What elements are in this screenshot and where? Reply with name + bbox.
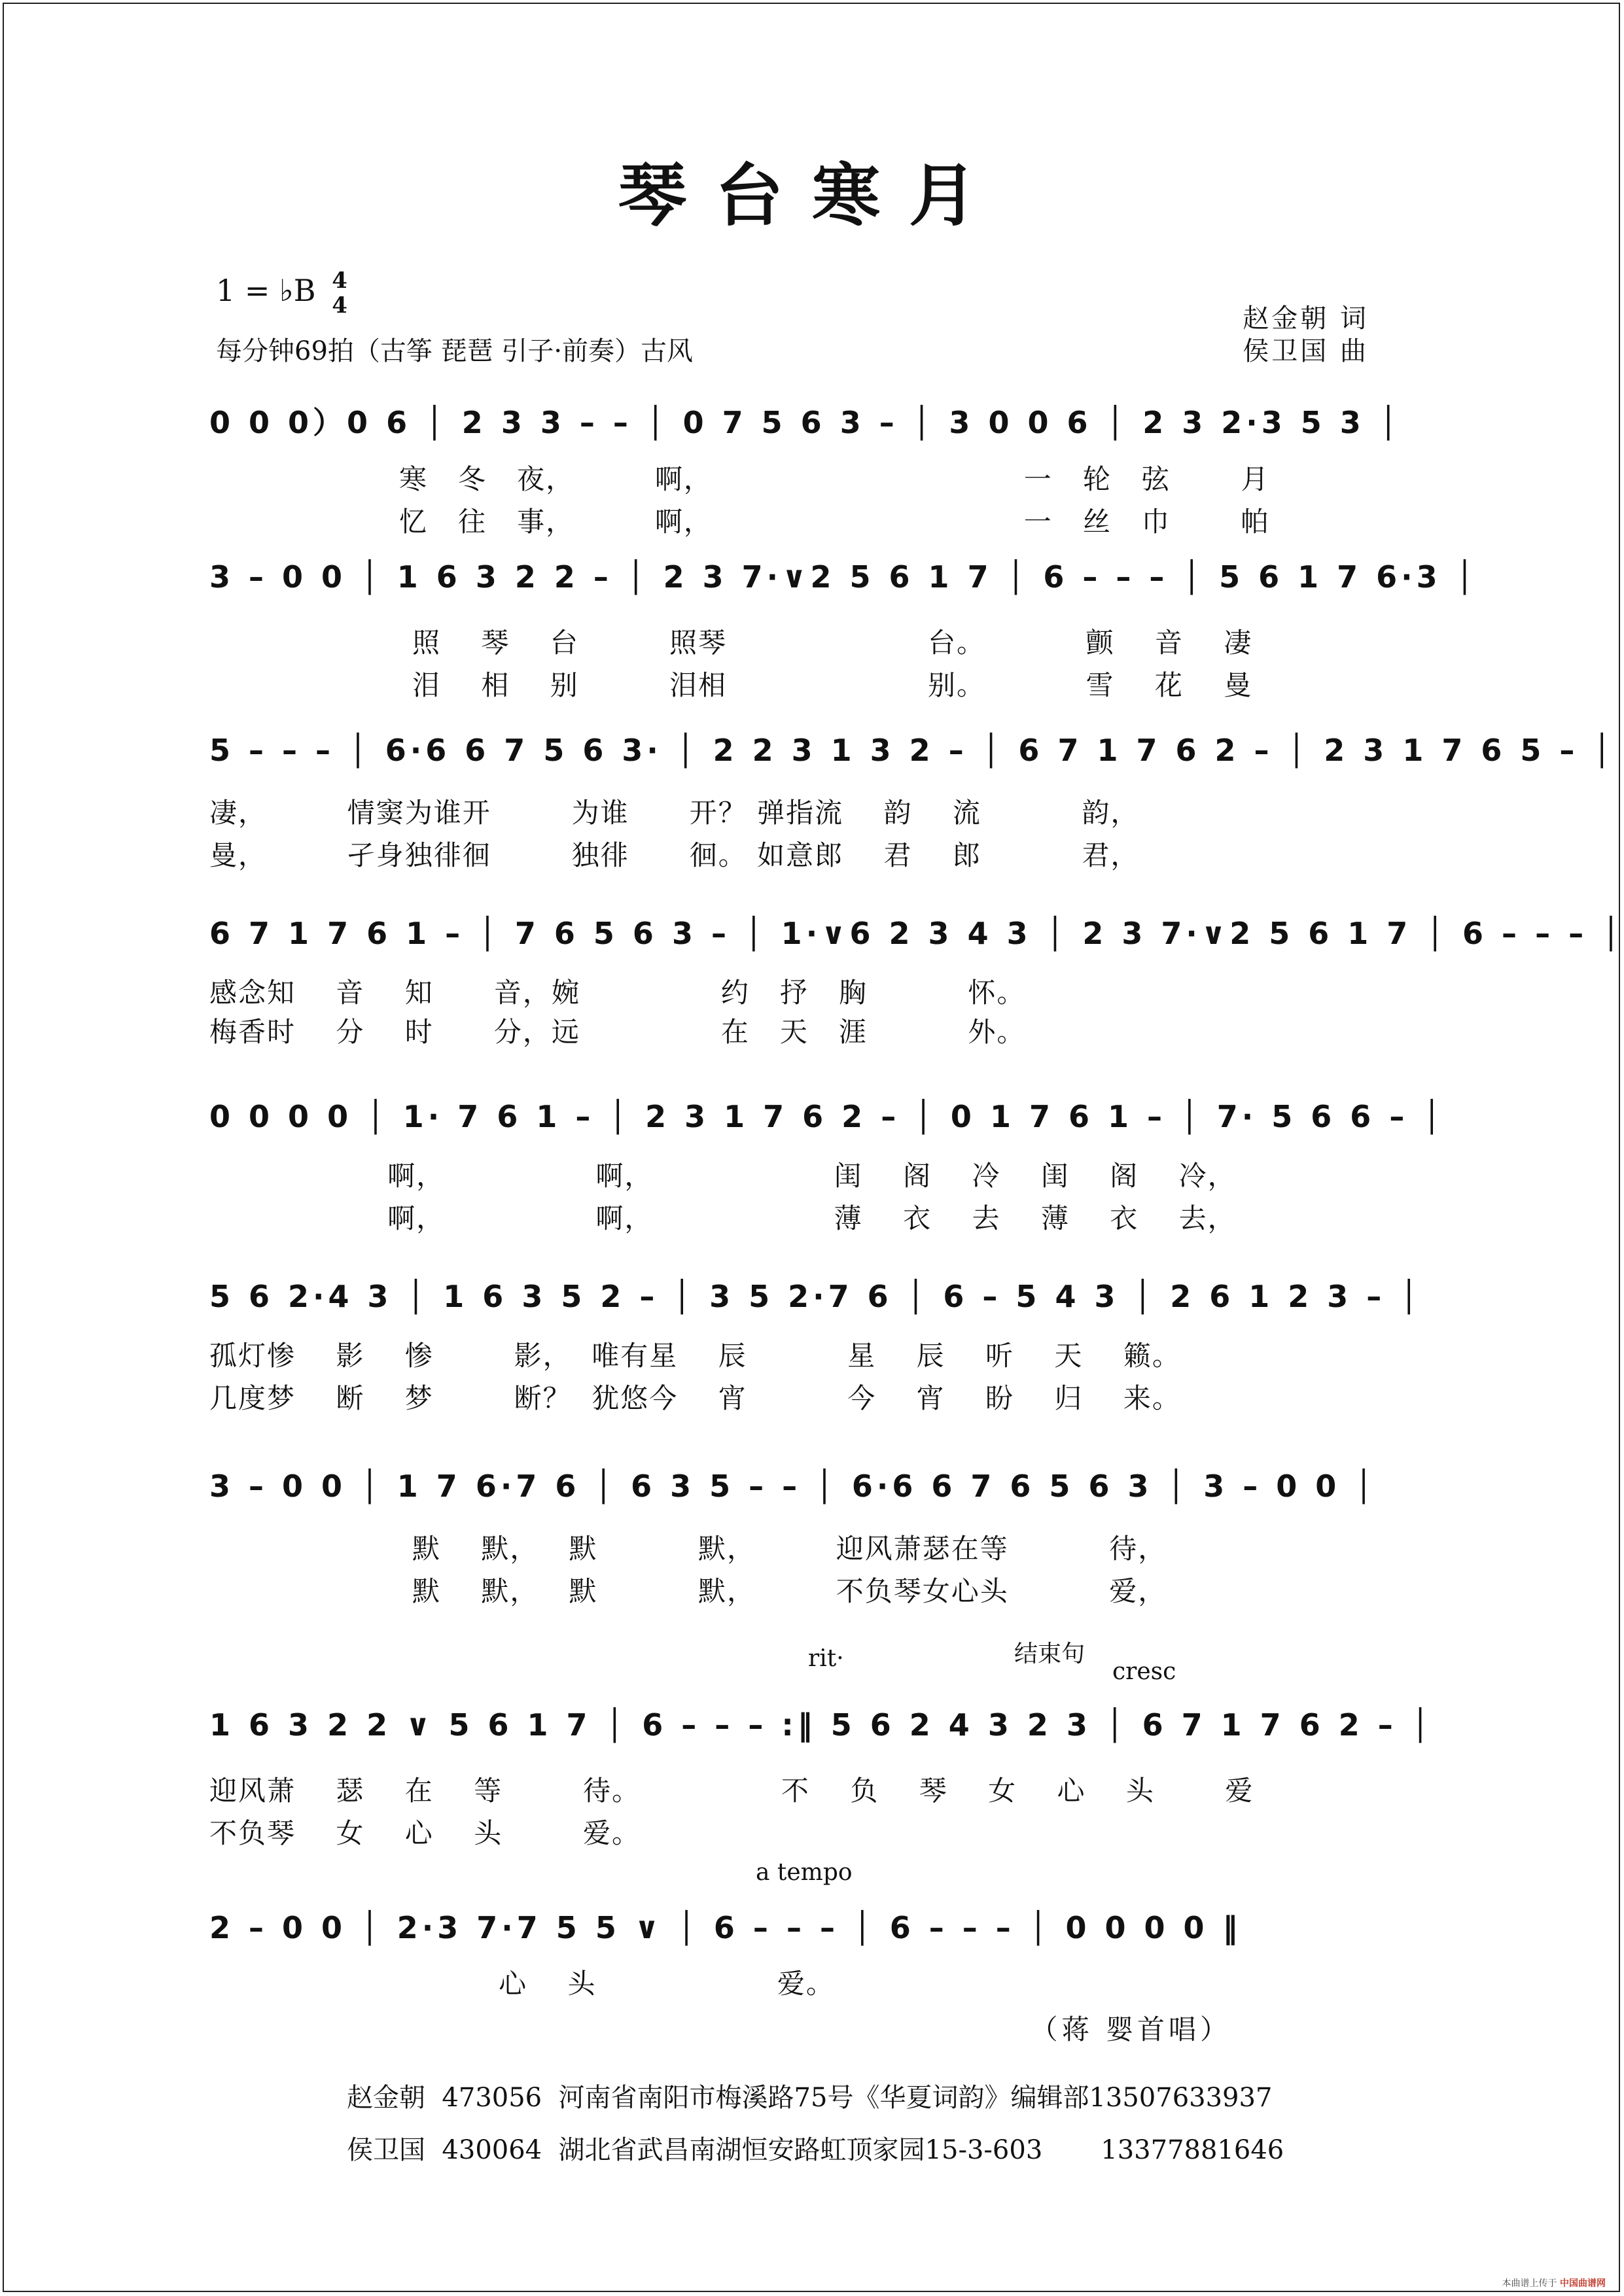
composer-credit: 侯卫国 曲	[1243, 336, 1369, 366]
a-tempo-marking: a tempo	[756, 1859, 853, 1886]
lyrics-verse-2: 忆 往 事， 啊， 一 丝 巾 帕	[399, 506, 1270, 538]
watermark-prefix: 本曲谱上传于	[1502, 2278, 1557, 2289]
lyrics-verse-1: 孤灯惨 影 惨 影， 唯有星 辰 星 辰 听 天 籁。	[209, 1340, 1181, 1372]
lyrics-verse-2: 啊， 啊， 薄 衣 去 薄 衣 去，	[327, 1202, 1237, 1234]
key-signature	[216, 268, 347, 318]
lyricist-credit: 赵金朝 词	[1243, 304, 1369, 334]
lyrics-verse-1: 默 默， 默 默， 迎风萧瑟在等 待，	[412, 1533, 1167, 1565]
watermark-site: 中国曲谱网	[1560, 2278, 1606, 2289]
notation-line: 3 – 0 0 │ 1 6 3 2 2 – │ 2 3 7·∨2 5 6 1 7 │ 6 – – – │ 5 6 1 7 6·3 │	[209, 559, 1478, 595]
lyrics-verse-1: 凄， 情窦为谁开 为谁 开？ 弹指流 韵 流 韵，	[209, 797, 1140, 829]
contact-composer: 侯卫国 430064 湖北省武昌南湖恒安路虹顶家园15-3-603 13377881646	[347, 2135, 1284, 2165]
time-top: 4	[332, 268, 347, 294]
notation-line: 5 – – – │ 6·6 6 7 5 6 3· │ 2 2 3 1 3 2 – │ 6 7 1 7 6 2 – │ 2 3 1 7 6 5 – │	[209, 733, 1615, 768]
notation-line: 0 0 0 0 │ 1· 7 6 1 – │ 2 3 1 7 6 2 – │ 0 1 7 6 1 – │ 7· 5 6 6 – │	[209, 1099, 1445, 1134]
notation-line: 5 6 2·4 3 │ 1 6 3 5 2 – │ 3 5 2·7 6 │ 6 – 5 4 3 │ 2 6 1 2 3 – │	[209, 1279, 1422, 1314]
singer-credit: （蒋 婴首唱）	[1030, 2013, 1231, 2045]
lyrics-verse-2: 梅香时 分 时 分，远 在 天 涯 外。	[209, 1016, 1026, 1048]
lyrics-verse-2: 默 默， 默 默， 不负琴女心头 爱，	[412, 1575, 1167, 1607]
lyrics-verse-1: 寒 冬 夜， 啊， 一 轮 弦 月	[399, 463, 1270, 495]
lyrics-verse-2: 不负琴 女 心 头 爱。	[209, 1817, 641, 1849]
notation-line: 1 6 3 2 2 ∨ 5 6 1 7 │ 6 – – – :‖ 5 6 2 4 3 2 3 │ 6 7 1 7 6 2 – │	[209, 1707, 1434, 1743]
lyrics-verse-1: 感念知 音 知 音，婉 约 抒 胸 怀。	[209, 977, 1026, 1009]
key-label: 1 = ♭B	[216, 273, 316, 308]
lyrics-verse-1: 啊， 啊， 闺 阁 冷 闺 阁 冷，	[327, 1160, 1237, 1192]
lyrics-verse-1: 迎风萧 瑟 在 等 待。 不 负 琴 女 心 头 爱	[209, 1775, 1254, 1807]
time-bottom: 4	[332, 292, 347, 319]
lyrics-verse-2: 几度梦 断 梦 断？ 犹悠今 宵 今 宵 盼 归 来。	[209, 1382, 1181, 1414]
lyrics-verse-2: 泪 相 别 泪相 别。 雪 花 曼	[412, 669, 1253, 701]
notation-line: 3 – 0 0 │ 1 7 6·7 6 │ 6 3 5 – – │ 6·6 6 7 6 5 6 3 │ 3 – 0 0 │	[209, 1469, 1377, 1504]
notation-line: 0 0 0）0 6 │ 2 3 3 – – │ 0 7 5 6 3 – │ 3 0 0 6 │ 2 3 2·3 5 3 │	[209, 405, 1402, 440]
cresc-marking: cresc	[1112, 1658, 1176, 1685]
notation-line: 2 – 0 0 │ 2·3 7·7 5 5 ∨ │ 6 – – – │ 6 – – – │ 0 0 0 0 ‖	[209, 1910, 1242, 1945]
lyrics-verse-1: 心 头 爱。	[438, 1968, 835, 2000]
notation-line: 6 7 1 7 6 1 – │ 7 6 5 6 3 – │ 1·∨6 2 3 4 3 │ 2 3 7·∨2 5 6 1 7 │ 6 – – – │	[209, 916, 1624, 951]
tempo-marking: 每分钟69拍（古筝 琵琶 引子·前奏）古风	[216, 336, 694, 366]
rit-marking: rit·	[808, 1645, 844, 1672]
lyrics-verse-2: 曼， 孑身独徘徊 独徘 徊。 如意郎 君 郎 君，	[209, 839, 1140, 871]
time-signature	[332, 268, 347, 318]
song-title: 琴台寒月	[618, 156, 1006, 235]
watermark	[1502, 2276, 1606, 2289]
contact-lyricist: 赵金朝 473056 河南省南阳市梅溪路75号《华夏词韵》编辑部13507633937	[347, 2083, 1273, 2113]
lyrics-verse-1: 照 琴 台 照琴 台。 颤 音 凄	[412, 627, 1253, 659]
ending-phrase-label: 结束句	[1014, 1641, 1086, 1667]
